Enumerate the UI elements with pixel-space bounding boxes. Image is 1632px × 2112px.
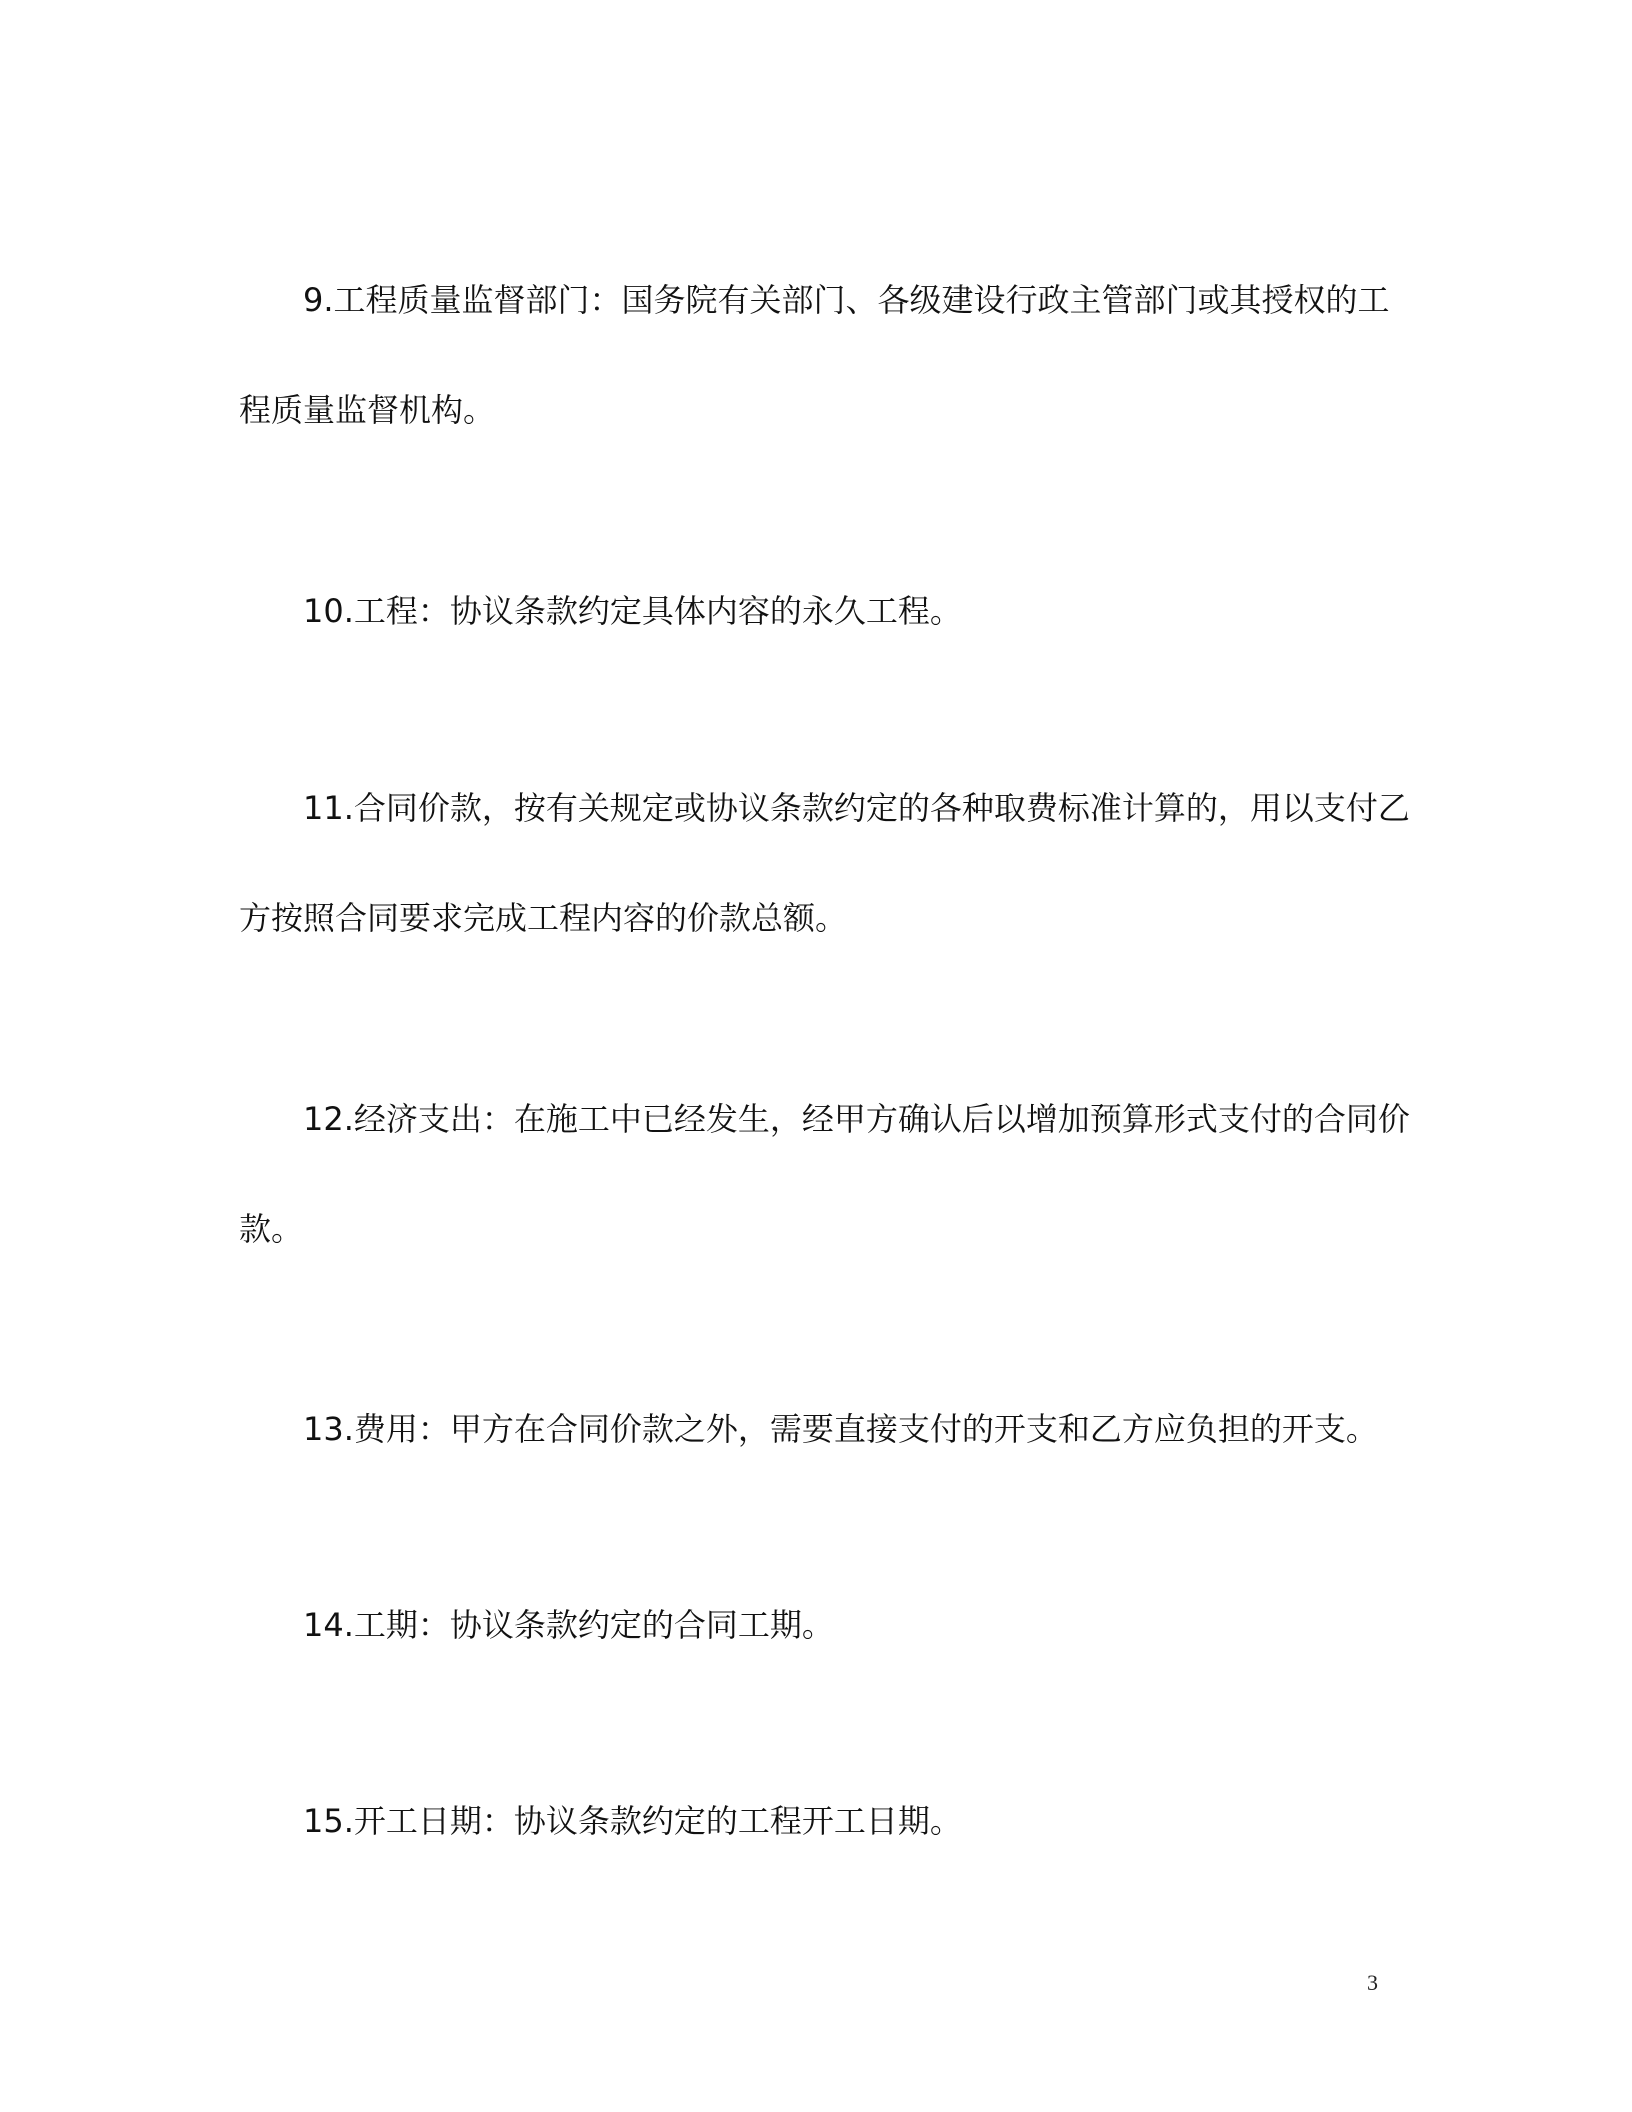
clause-13-line-1: 13.费用：甲方在合同价款之外，需要直接支付的开支和乙方应负担的开支。 [303, 1410, 1378, 1448]
clause-9-line-2: 程质量监督机构。 [239, 391, 496, 429]
clause-15-line-1: 15.开工日期：协议条款约定的工程开工日期。 [303, 1802, 962, 1840]
page-number: 3 [1367, 1970, 1378, 1995]
clause-11-line-2: 方按照合同要求完成工程内容的价款总额。 [239, 899, 848, 937]
clause-10-line-1: 10.工程：协议条款约定具体内容的永久工程。 [303, 592, 962, 630]
clause-14-line-1: 14.工期：协议条款约定的合同工期。 [303, 1606, 834, 1644]
clause-12-line-1: 12.经济支出：在施工中已经发生，经甲方确认后以增加预算形式支付的合同价 [303, 1100, 1410, 1138]
clause-12-line-2: 款。 [239, 1210, 304, 1248]
clause-9-line-1: 9.工程质量监督部门：国务院有关部门、各级建设行政主管部门或其授权的工 [303, 281, 1390, 319]
clause-11-line-1: 11.合同价款，按有关规定或协议条款约定的各种取费标准计算的，用以支付乙 [303, 789, 1410, 827]
